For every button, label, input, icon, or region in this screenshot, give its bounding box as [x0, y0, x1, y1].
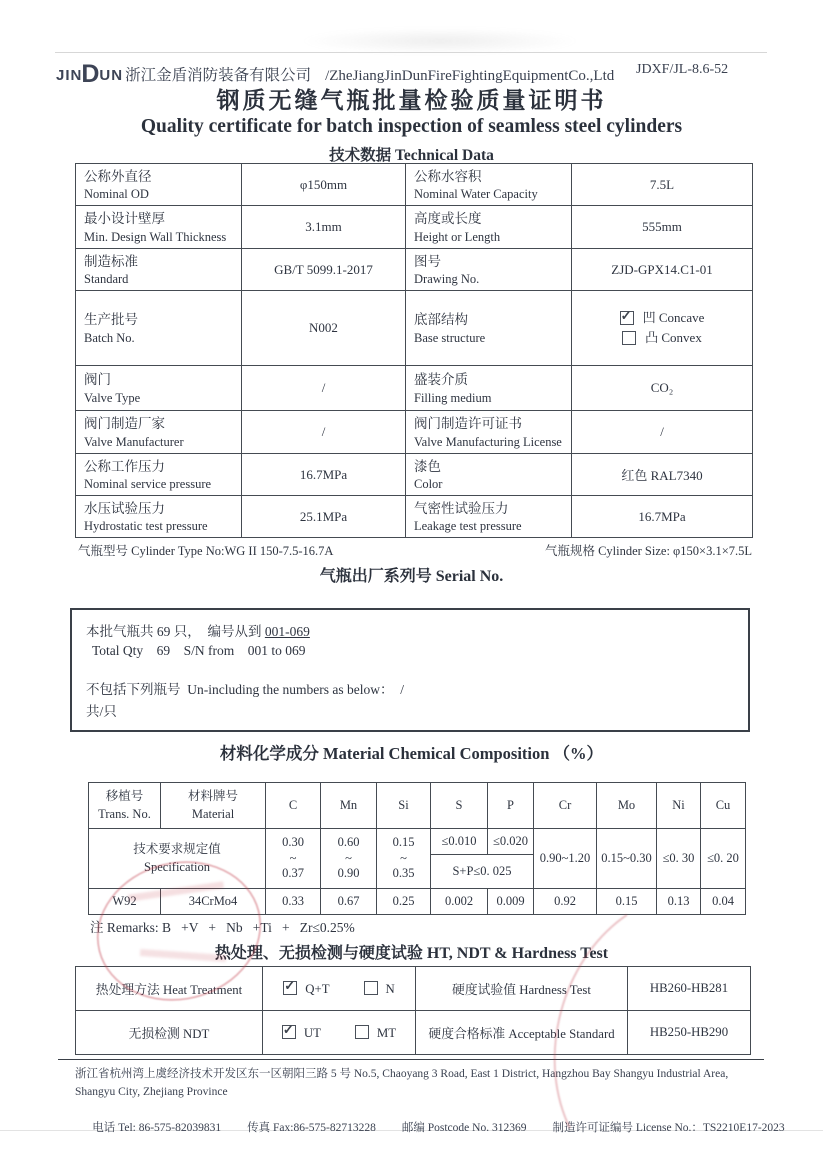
- column-header: Si: [377, 783, 431, 829]
- license-number: 制造许可证编号 License No.：TS2210E17-2023: [552, 1121, 785, 1134]
- table-row: [76, 366, 753, 411]
- qt-option: ✓ Q+T: [283, 981, 329, 997]
- field-label: 图号 Drawing No.: [406, 249, 572, 291]
- column-header: Ni: [657, 783, 701, 829]
- convex-label: 凸 Convex: [645, 330, 702, 345]
- serial-range: 001-069: [264, 624, 310, 639]
- phone: 电话 Tel: 86-575-82039831: [92, 1121, 222, 1134]
- column-header: 材料牌号 Material: [161, 783, 266, 829]
- serial-number-box: [70, 608, 750, 732]
- field-value: φ150mm: [242, 164, 406, 206]
- field-label: 盛装介质 Filling medium: [406, 366, 572, 411]
- field-value: HB260-HB281: [628, 967, 751, 1011]
- table-header-row: [89, 783, 746, 829]
- field-label: 阀门制造厂家 Valve Manufacturer: [76, 411, 242, 454]
- technical-data-table: [75, 163, 753, 538]
- field-label: 无损检测 NDT: [76, 1011, 263, 1055]
- spec-s-max: ≤0.010: [431, 829, 488, 855]
- field-label: 制造标准 Standard: [76, 249, 242, 291]
- mt-checkbox-icon: [355, 1025, 369, 1039]
- concave-checkbox-icon: [620, 311, 634, 325]
- column-header: P: [488, 783, 534, 829]
- field-value: 3.1mm: [242, 206, 406, 249]
- logo-text-d: D: [81, 60, 101, 88]
- spec-cr: 0.90~1.20: [534, 829, 597, 889]
- field-label: 公称外直径 Nominal OD: [76, 164, 242, 206]
- spec-p-max: ≤0.020: [488, 829, 534, 855]
- spec-mn: 0.60 ~ 0.90: [321, 829, 377, 889]
- field-label: 公称工作压力 Nominal service pressure: [76, 454, 242, 496]
- company-address: 浙江省杭州湾上虞经济技术开发区东一区朝阳三路 5 号 No.5, Chaoyang 3 Road, East 1 District, Hangzhou Bay Shangyu Industrial Area, Shangyu City, Zhejiang Province: [75, 1068, 729, 1098]
- spec-c: 0.30 ~ 0.37: [266, 829, 321, 889]
- ht-ndt-section-title: 热处理、无损检测与硬度试验 HT, NDT & Hardness Test: [214, 945, 609, 962]
- spec-row: [89, 829, 746, 855]
- n-checkbox-icon: [364, 981, 378, 995]
- concave-option: [580, 310, 744, 326]
- field-value: 25.1MPa: [242, 496, 406, 538]
- column-header: 移植号 Trans. No.: [89, 783, 161, 829]
- page-title-cn: 钢质无缝气瓶批量检验质量证明书: [216, 88, 607, 113]
- document-number: JDXF/JL-8.6-52: [636, 62, 729, 77]
- table-row: [76, 454, 753, 496]
- spec-label: 技术要求规定值 Specification: [89, 829, 266, 889]
- serial-line-3: 不包括下列瓶号 Un-including the numbers as below： /: [86, 682, 404, 697]
- heat-treatment-options: [263, 967, 416, 1011]
- result-cell: 0.25: [377, 889, 431, 915]
- remarks-line: 注 Remarks: B +V + Nb +Ti + Zr≤0.25%: [90, 920, 355, 935]
- serial-line-4: 共/只: [86, 704, 117, 719]
- field-label: 生产批号 Batch No.: [76, 291, 242, 366]
- field-value: 红色 RAL7340: [572, 454, 753, 496]
- field-label: 阀门制造许可证书 Valve Manufacturing License: [406, 411, 572, 454]
- result-cell: 0.04: [701, 889, 746, 915]
- scan-smudge: [300, 28, 580, 54]
- column-header: C: [266, 783, 321, 829]
- result-cell: 0.002: [431, 889, 488, 915]
- convex-checkbox-icon: [622, 331, 636, 345]
- logo-text-jin: JIN: [56, 67, 83, 84]
- scan-top-line: [55, 52, 767, 53]
- postcode: 邮编 Postcode No. 312369: [401, 1121, 527, 1134]
- serial-line-2: Total Qty 69 S/N from 001 to 069: [92, 643, 306, 658]
- field-value: /: [242, 411, 406, 454]
- field-label: 硬度试验值 Hardness Test: [416, 967, 628, 1011]
- result-cell: 0.33: [266, 889, 321, 915]
- field-label: 漆色 Color: [406, 454, 572, 496]
- table-row: [76, 411, 753, 454]
- technical-data-section-title: 技术数据 Technical Data: [329, 147, 494, 164]
- field-value: N002: [242, 291, 406, 366]
- field-label: 硬度合格标准 Acceptable Standard: [416, 1011, 628, 1055]
- cylinder-size: 气瓶规格 Cylinder Size: φ150×3.1×7.5L: [544, 544, 752, 558]
- concave-label: 凹 Concave: [642, 310, 705, 326]
- ndt-options: [263, 1011, 416, 1055]
- field-label: 高度或长度 Height or Length: [406, 206, 572, 249]
- field-value: HB250-HB290: [628, 1011, 751, 1055]
- spec-cu: ≤0. 20: [701, 829, 746, 889]
- mt-option: MT: [355, 1025, 396, 1041]
- qt-checkbox-icon: [283, 981, 297, 995]
- field-value: ZJD-GPX14.C1-01: [572, 249, 753, 291]
- serial-section-title: 气瓶出厂系列号 Serial No.: [319, 568, 504, 585]
- table-row: [76, 291, 753, 366]
- page-title-en: Quality certificate for batch inspection of seamless steel cylinders: [140, 116, 683, 137]
- field-label: 公称水容积 Nominal Water Capacity: [406, 164, 572, 206]
- field-value: /: [242, 366, 406, 411]
- result-cell: 0.15: [597, 889, 657, 915]
- ut-option: ✓ UT: [282, 1025, 321, 1041]
- field-label: 水压试验压力 Hydrostatic test pressure: [76, 496, 242, 538]
- company-name-cn: 浙江金盾消防装备有限公司: [125, 67, 312, 84]
- result-cell: 0.009: [488, 889, 534, 915]
- convex-option: [580, 330, 744, 346]
- column-header: Cu: [701, 783, 746, 829]
- spec-si: 0.15 ~ 0.35: [377, 829, 431, 889]
- chemical-section-title: 材料化学成分 Material Chemical Composition （%）: [219, 744, 604, 763]
- field-value: 16.7MPa: [572, 496, 753, 538]
- result-cell: 34CrMo4: [161, 889, 266, 915]
- column-header: Mn: [321, 783, 377, 829]
- field-value: CO₂: [572, 366, 753, 411]
- company-name-en: /ZheJiangJinDunFireFightingEquipmentCo.,Ltd: [325, 68, 615, 84]
- result-cell: 0.13: [657, 889, 701, 915]
- spec-mo: 0.15~0.30: [597, 829, 657, 889]
- logo-text-un: UN: [99, 67, 124, 84]
- field-value: 7.5L: [572, 164, 753, 206]
- table-row: [76, 496, 753, 538]
- cylinder-type-line: [78, 541, 752, 559]
- column-header: Cr: [534, 783, 597, 829]
- column-header: Mo: [597, 783, 657, 829]
- serial-line-1: 本批气瓶共 69 只， 编号从到 001-069: [86, 624, 310, 639]
- spec-sp-sum: S+P≤0. 025: [431, 855, 534, 889]
- field-label: 气密性试验压力 Leakage test pressure: [406, 496, 572, 538]
- result-cell: 0.92: [534, 889, 597, 915]
- cylinder-type-no: 气瓶型号 Cylinder Type No:WG II 150-7.5-16.7A: [78, 544, 334, 558]
- field-label: 阀门 Valve Type: [76, 366, 242, 411]
- spec-ni: ≤0. 30: [657, 829, 701, 889]
- result-cell: 0.67: [321, 889, 377, 915]
- column-header: S: [431, 783, 488, 829]
- base-structure-options: [572, 291, 753, 366]
- field-value: GB/T 5099.1-2017: [242, 249, 406, 291]
- ut-checkbox-icon: [282, 1025, 296, 1039]
- field-label: 热处理方法 Heat Treatment: [76, 967, 263, 1011]
- field-value: 555mm: [572, 206, 753, 249]
- table-row: [76, 249, 753, 291]
- fax: 传真 Fax:86-575-82713228: [247, 1121, 376, 1134]
- n-option: N: [364, 981, 395, 997]
- field-value: /: [572, 411, 753, 454]
- field-label: 底部结构 Base structure: [406, 291, 572, 366]
- result-cell: W92: [89, 889, 161, 915]
- field-label: 最小设计壁厚 Min. Design Wall Thickness: [76, 206, 242, 249]
- table-row: [76, 206, 753, 249]
- table-row: [76, 164, 753, 206]
- field-value: 16.7MPa: [242, 454, 406, 496]
